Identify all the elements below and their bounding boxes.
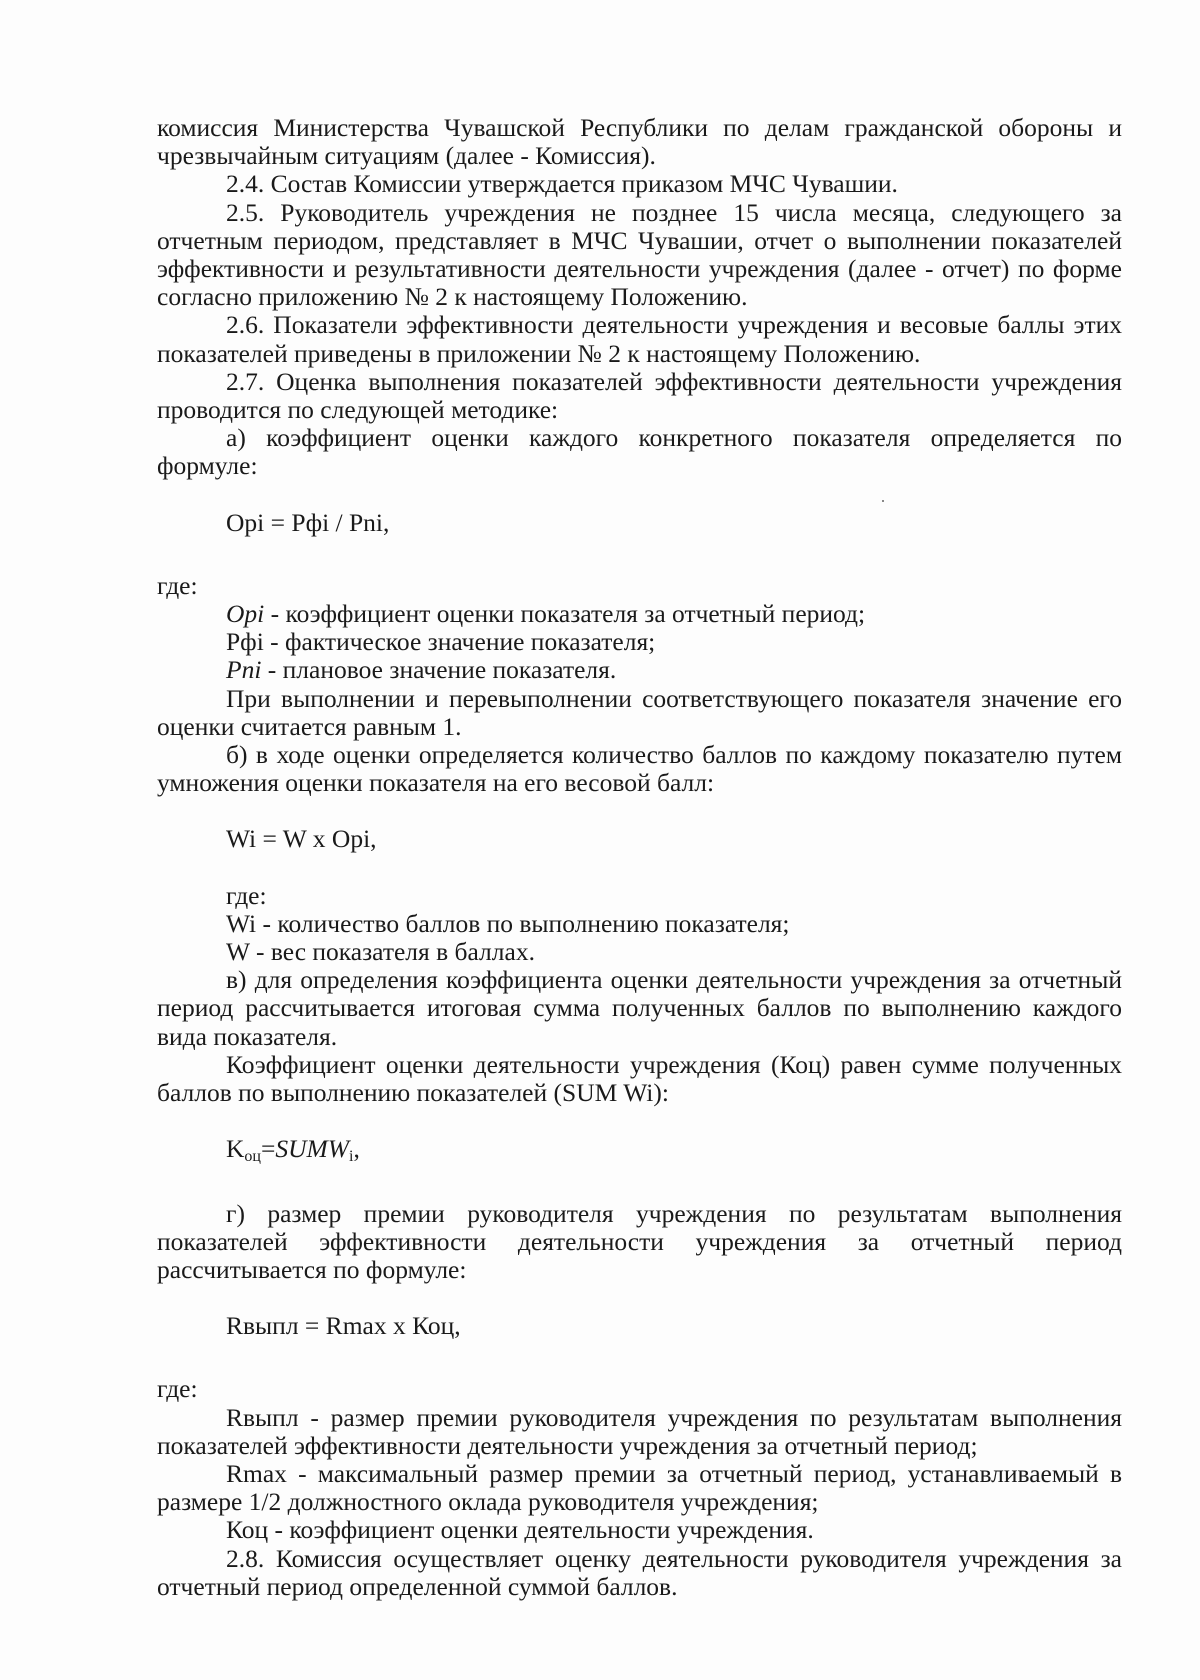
definition-w: W - вес показателя в баллах. xyxy=(226,937,535,967)
formula-koc-sub: оц xyxy=(244,1148,261,1166)
formula-koc-k: K xyxy=(226,1134,245,1164)
definition-pni-text: - плановое значение показателя. xyxy=(261,655,617,685)
paragraph-koc: Коэффициент оценки деятельности учреждения (Коц) равен сумме полученных баллов по выполнению показателей (SUM Wi): xyxy=(157,1049,1122,1108)
definition-pfi: Pфi - фактическое значение показателя; xyxy=(226,627,656,657)
definition-rvypl: Rвыпл - размер премии руководителя учреждения по результатам выполнения показателей эффективности деятельности учреждения за отчетный период; xyxy=(157,1402,1122,1460)
formula-opi: Opi = Pфi / Pni, xyxy=(226,507,390,537)
paragraph-2-7: 2.7. Оценка выполнения показателей эффективности деятельности учреждения проводится по следующей методике: xyxy=(157,366,1122,425)
definition-koc: Коц - коэффициент оценки деятельности учреждения. xyxy=(226,1515,814,1545)
formula-koc xyxy=(157,1135,1122,1171)
symbol-opi: Opi xyxy=(226,599,265,629)
document-body xyxy=(157,114,1122,1601)
where-label-3: где: xyxy=(157,1374,198,1404)
paragraph-2-5: 2.5. Руководитель учреждения не позднее 15 числа месяца, следующего за отчетным периодом, представляет в МЧС Чувашии, отчет о выполнении показателей эффективности и результативности деятельности учреждения (далее - отчет) по форме согласно приложению № 2 к настоящему Положению. xyxy=(157,197,1122,312)
definition-opi-text: - коэффициент оценки показателя за отчетный период; xyxy=(264,599,866,629)
formula-wi: Wi = W x Opi, xyxy=(226,824,377,854)
definition-opi xyxy=(157,600,1122,628)
paragraph-2-8: 2.8. Комиссия осуществляет оценку деятельности руководителя учреждения за отчетный период определенной суммой баллов. xyxy=(157,1543,1122,1601)
formula-rvypl: Rвыпл = Rmax x Коц, xyxy=(226,1311,461,1341)
where-label-1: где: xyxy=(157,570,198,600)
paragraph-g: г) размер премии руководителя учреждения по результатам выполнения показателей эффективности деятельности учреждения за отчетный период рассчитывается по формуле: xyxy=(157,1198,1122,1284)
where-label-2: где: xyxy=(226,880,267,910)
paragraph-2-4: 2.4. Состав Комиссии утверждается приказом МЧС Чувашии. xyxy=(226,169,898,199)
definition-wi: Wi - количество баллов по выполнению показателя; xyxy=(226,908,790,938)
paragraph-intro: комиссия Министерства Чувашской Республики по делам гражданской обороны и чрезвычайным ситуациям (далее - Комиссия). xyxy=(157,113,1122,171)
formula-koc-end: , xyxy=(353,1134,360,1164)
paragraph-a: а) коэффициент оценки каждого конкретного показателя определяется по формуле: xyxy=(157,423,1122,481)
formula-koc-sum: SUMW xyxy=(275,1134,350,1164)
paragraph-v: в) для определения коэффициента оценки деятельности учреждения за отчетный период рассчитывается итоговая сумма полученных баллов по выполнению каждого вида показателя. xyxy=(157,965,1122,1051)
paragraph-b: б) в ходе оценки определяется количество баллов по каждому показателю путем умножения оценки показателя на его весовой балл: xyxy=(157,740,1122,798)
definition-pni xyxy=(157,656,1122,684)
formula-koc-eq: = xyxy=(260,1134,276,1164)
definition-rmax: Rmax - максимальный размер премии за отчетный период, устанавливаемый в размере 1/2 должностного оклада руководителя учреждения; xyxy=(157,1458,1122,1517)
symbol-pni: Pni xyxy=(226,655,262,685)
formula-koc-index: i xyxy=(349,1148,354,1166)
paragraph-exceed: При выполнении и перевыполнении соответствующего показателя значение его оценки считается равным 1. xyxy=(157,683,1122,741)
paragraph-2-6: 2.6. Показатели эффективности деятельности учреждения и весовые баллы этих показателей приведены в приложении № 2 к настоящему Положению. xyxy=(157,310,1122,368)
